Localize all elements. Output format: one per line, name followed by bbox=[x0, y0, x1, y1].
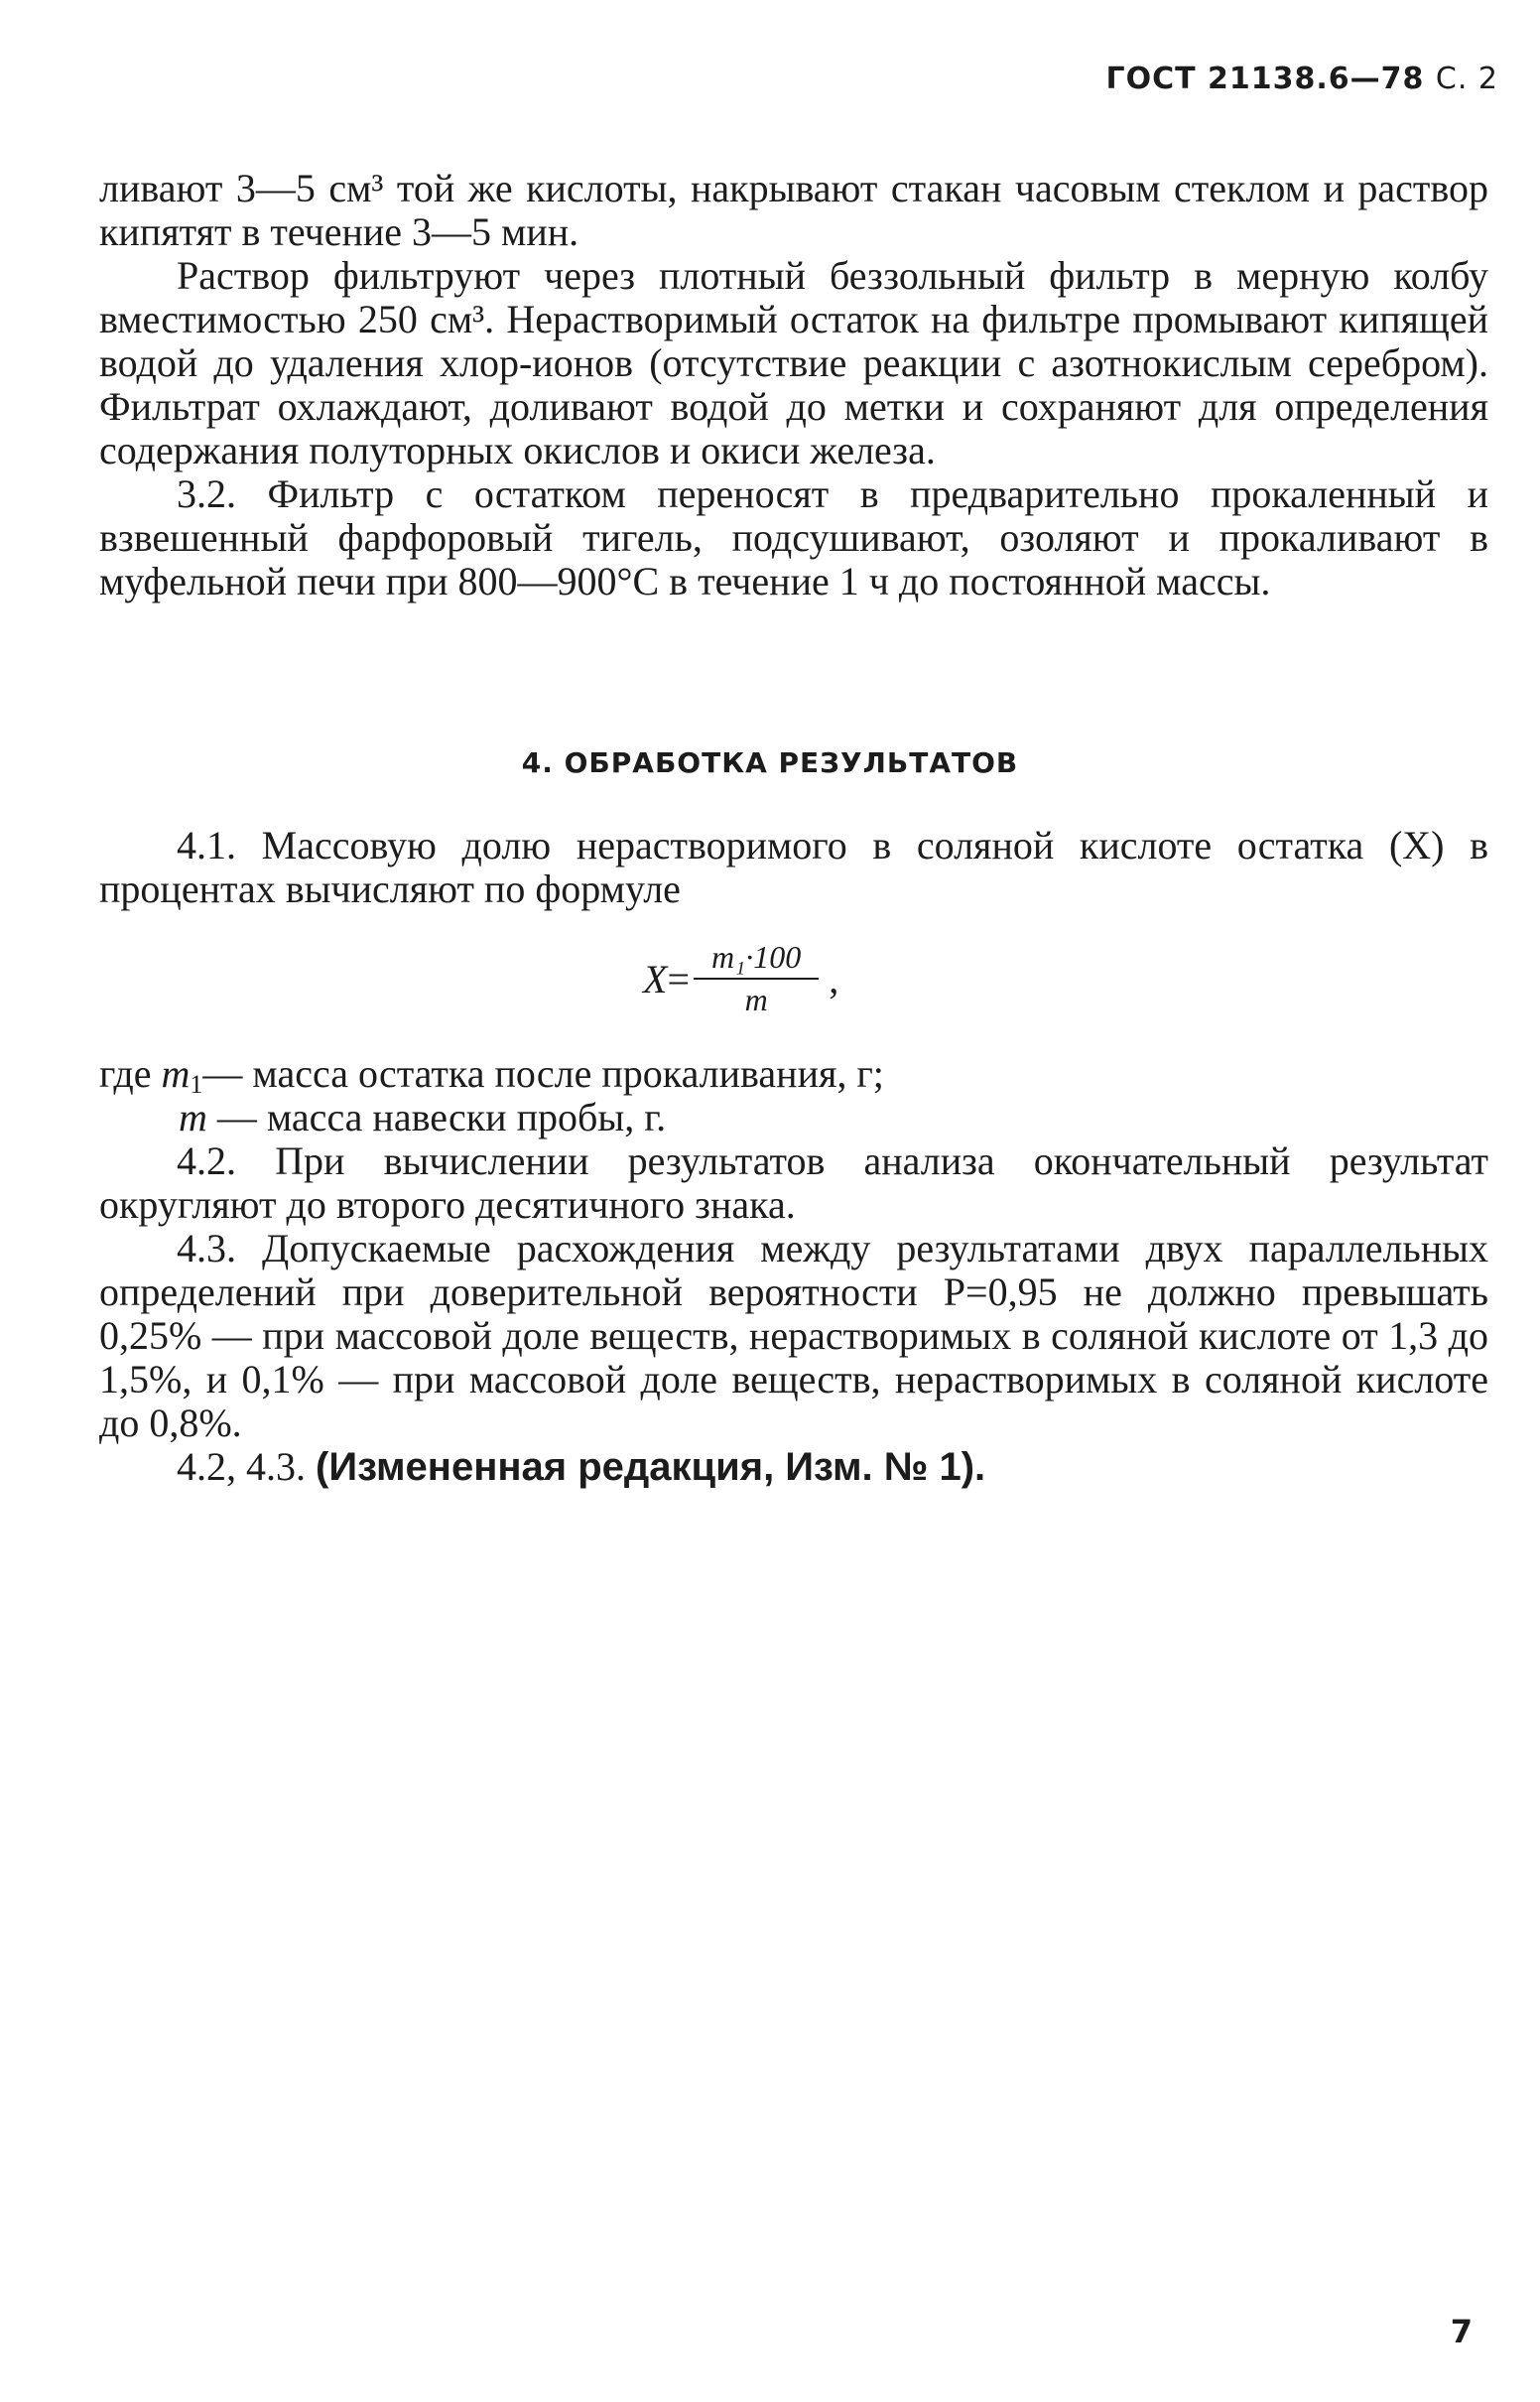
amendment-note: (Измененная редакция, Изм. № 1). bbox=[316, 1445, 986, 1489]
var-m1: m bbox=[161, 1051, 191, 1096]
section-3-continuation bbox=[99, 167, 1488, 603]
amendment-refs: 4.2, 4.3. bbox=[177, 1444, 316, 1489]
where-prefix: где bbox=[99, 1051, 162, 1096]
page-header bbox=[1106, 62, 1499, 96]
formula-denominator: m bbox=[744, 982, 768, 1017]
page-number: 7 bbox=[1450, 2313, 1473, 2350]
paragraph-continuation: ливают 3—5 см³ той же кислоты, накрывают стакан часовым стеклом и раствор кипятят в течение 3—5 мин. bbox=[99, 166, 1488, 254]
var-m: m bbox=[179, 1095, 207, 1139]
var-m1-subscript: 1 bbox=[190, 1070, 203, 1099]
paragraph-amendment bbox=[99, 1445, 1488, 1489]
paragraph-filtering: Раствор фильтруют через плотный беззольный фильтр в мерную колбу вместимостью 250 см³. Нерастворимый остаток на фильтре промывают кипящей водой до удаления хлор-ионов (отсутствие реакции с азотнокислым серебром). Фильтрат охлаждают, доливают водой до метки и сохраняют для определения содержания полуторных окислов и окиси железа. bbox=[99, 253, 1488, 472]
formula-fraction bbox=[694, 939, 819, 1018]
paragraph-3-2: 3.2. Фильтр с остатком переносят в предварительно прокаленный и взвешенный фарфоровый тигель, подсушивают, озоляют и прокаливают в муфельной печи при 800—900°С в течение 1 ч до постоянной массы. bbox=[99, 471, 1488, 603]
section-title: 4. ОБРАБОТКА РЕЗУЛЬТАТОВ bbox=[521, 746, 1019, 779]
formula-comma: , bbox=[829, 956, 839, 1001]
standard-code: ГОСТ 21138.6—78 bbox=[1105, 62, 1425, 96]
where-m-definition: — масса навески пробы, г. bbox=[206, 1095, 667, 1139]
section-4-rest bbox=[99, 1139, 1488, 1489]
formula bbox=[643, 939, 838, 1018]
paragraph-4-2: 4.2. При вычислении результатов анализа окончательный результат округляют до второго десятичного знака. bbox=[99, 1138, 1488, 1227]
section-4-1 bbox=[99, 824, 1488, 911]
formula-equals: = bbox=[667, 956, 690, 1001]
paragraph-4-3: 4.3. Допускаемые расхождения между результатами двух параллельных определений при доверительной вероятности P=0,95 не должно превышать 0,25% — при массовой доле веществ, нерастворимых в соляной кислоте от 1,3 до 1,5%, и 0,1% — при массовой доле веществ, нерастворимых в соляной кислоте до 0,8%. bbox=[99, 1226, 1488, 1445]
where-m1-definition: — масса остатка после прокаливания, г; bbox=[202, 1051, 884, 1096]
formula-numerator: m₁·100 bbox=[694, 939, 819, 980]
page-label: С. 2 bbox=[1435, 62, 1498, 96]
where-line-2 bbox=[179, 1096, 666, 1139]
formula-lhs: X bbox=[643, 956, 668, 1001]
paragraph-4-1: 4.1. Массовую долю нерастворимого в соляной кислоте остатка (X) в процентах вычисляют по формуле bbox=[99, 823, 1488, 911]
